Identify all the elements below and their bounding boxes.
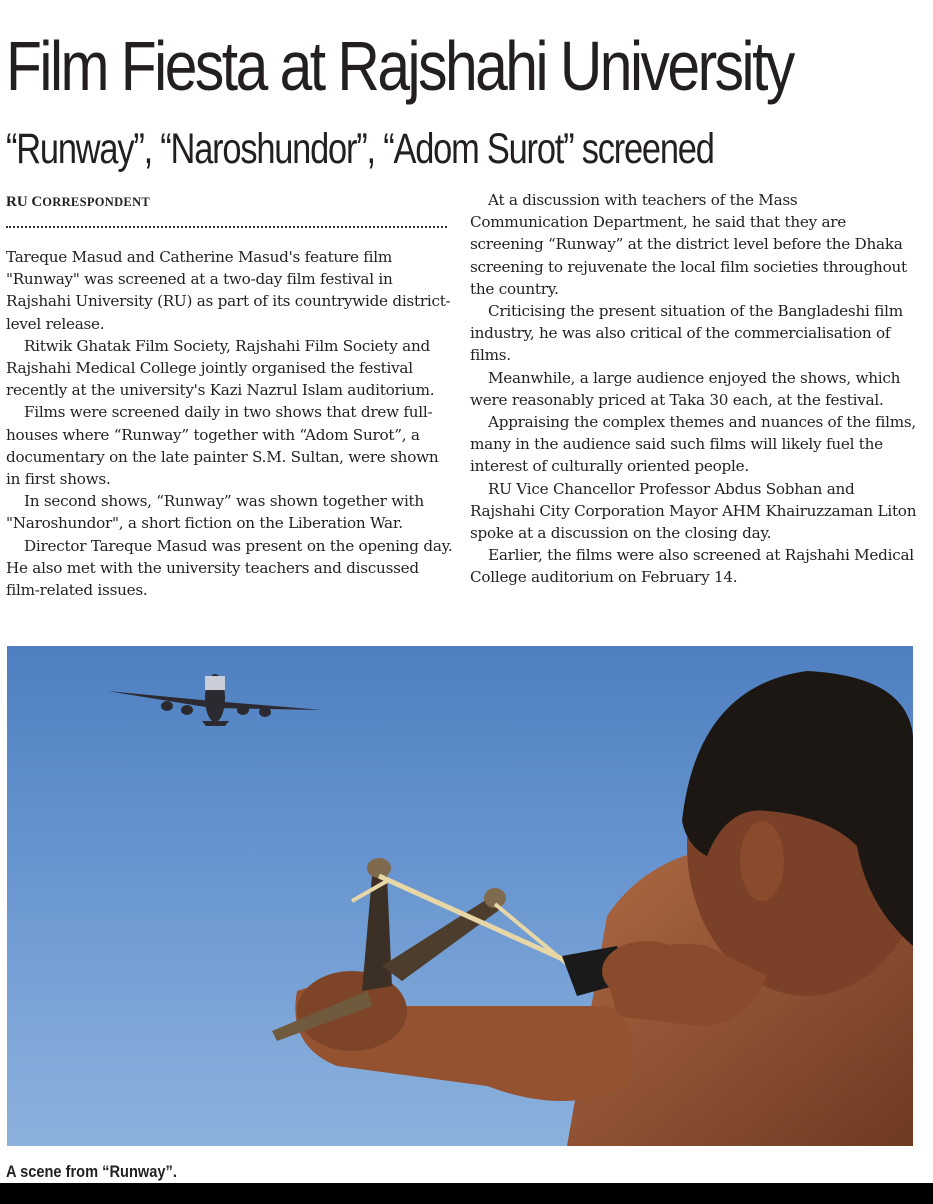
paragraph: Tareque Masud and Catherine Masud's feature film "Runway" was screened at a two-day film festival in Rajshahi University (RU) as part of its countrywide district-level release. [6, 248, 451, 333]
paragraph: Ritwik Ghatak Film Society, Rajshahi Film Society and Rajshahi Medical College jointly organised the festival recently at the university's Kazi Nazrul Islam auditorium. [6, 336, 435, 400]
paragraph: Earlier, the films were also screened at Rajshahi Medical College auditorium on February 14. [470, 546, 914, 587]
headline: Film Fiesta at Rajshahi University [6, 27, 793, 105]
article-column-1 [6, 246, 454, 601]
dotted-divider [6, 226, 447, 228]
byline-smallcaps: ORRESPONDENT [42, 195, 151, 209]
paragraph: Meanwhile, a large audience enjoyed the shows, which were reasonably priced at Taka 30 each, at the festival. [470, 368, 901, 409]
paragraph: Director Tareque Masud was present on the opening day. He also met with the university teachers and discussed film-related issues. [6, 536, 453, 600]
byline [6, 192, 150, 212]
footer-bar [0, 1183, 933, 1204]
photo-illustration [7, 646, 913, 1146]
byline-initial: RU C [6, 194, 43, 210]
airplane-icon [107, 674, 322, 726]
paragraph: Films were screened daily in two shows that drew full-houses where “Runway” together with “Adom Surot”, a documentary on the late painter S.M. Sultan, were shown in first shows. [6, 403, 439, 489]
film-still-photo [7, 646, 913, 1146]
photo-caption: A scene from “Runway”. [6, 1162, 177, 1181]
paragraph: RU Vice Chancellor Professor Abdus Sobhan and Rajshahi City Corporation Mayor AHM Khairuzzaman Liton spoke at a discussion on the closing day. [470, 479, 917, 543]
article-column-2 [470, 189, 920, 589]
paragraph: In second shows, “Runway” was shown together with "Naroshundor", a short fiction on the Liberation War. [6, 492, 424, 533]
subheadline: “Runway”, “Naroshundor”, “Adom Surot” screened [6, 125, 714, 173]
paragraph: Criticising the present situation of the Bangladeshi film industry, he was also critical of the commercialisation of films. [470, 302, 903, 365]
paragraph: Appraising the complex themes and nuances of the films, many in the audience said such films will likely fuel the interest of culturally oriented people. [470, 413, 916, 476]
paragraph: At a discussion with teachers of the Mass Communication Department, he said that they are screening “Runway” at the district level before the Dhaka screening to rejuvenate the local film societies throughout the country. [470, 191, 907, 298]
